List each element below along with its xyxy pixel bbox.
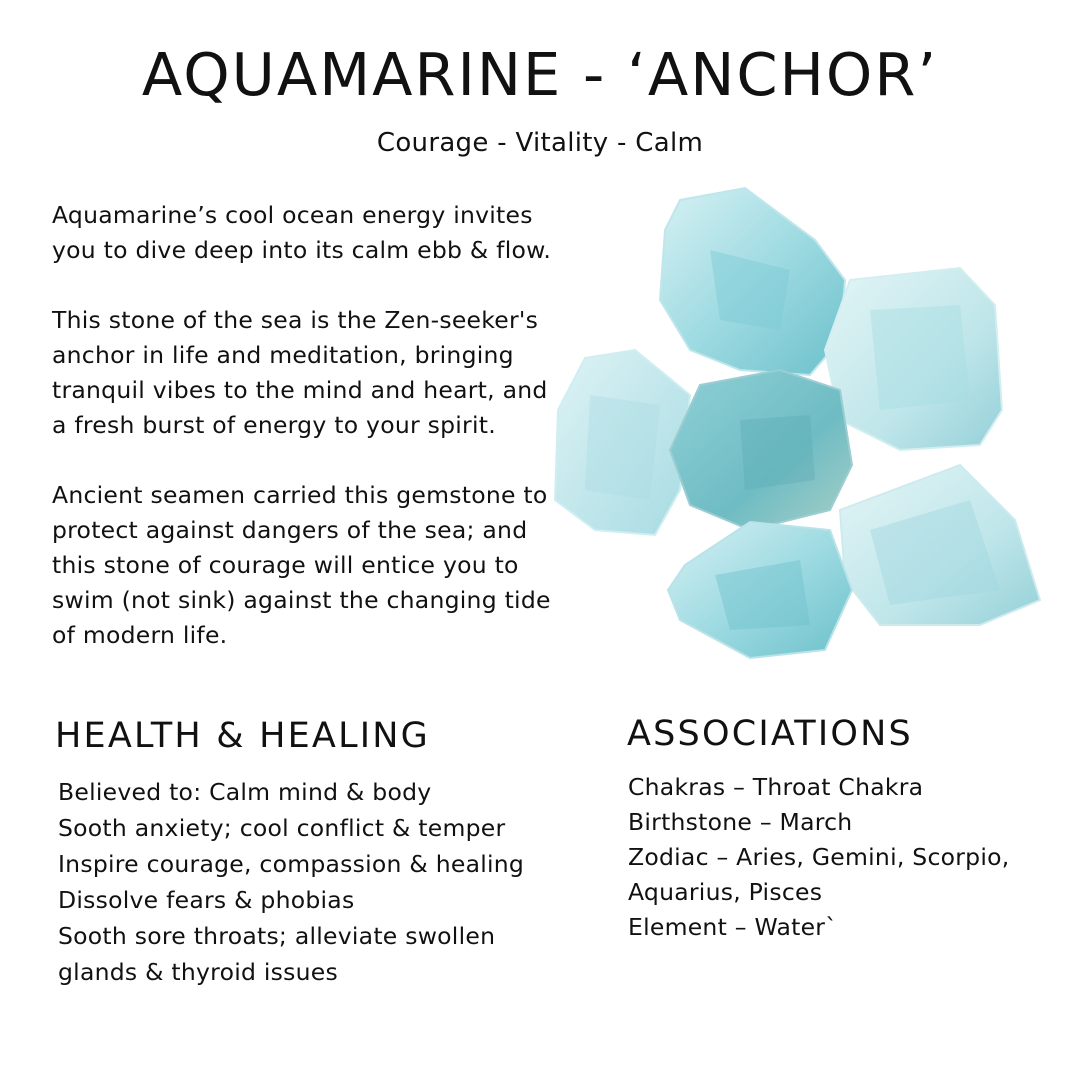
text-line: of modern life. xyxy=(52,621,228,649)
list-item: Element – Water` xyxy=(628,913,838,941)
list-item: Chakras – Throat Chakra xyxy=(628,773,924,801)
associations-list xyxy=(628,770,1009,945)
text-line: this stone of courage will entice you to xyxy=(52,551,519,579)
list-item: glands & thyroid issues xyxy=(58,958,338,986)
page-title: AQUAMARINE - ‘ANCHOR’ xyxy=(141,40,939,109)
text-line: you to dive deep into its calm ebb & flow. xyxy=(52,236,552,264)
list-item: Dissolve fears & phobias xyxy=(58,886,355,914)
intro-paragraph xyxy=(52,198,572,268)
text-line: Ancient seamen carried this gemstone to xyxy=(52,481,548,509)
associations-heading: ASSOCIATIONS xyxy=(627,714,913,754)
health-healing-list xyxy=(58,774,524,990)
list-item: Sooth anxiety; cool conflict & temper xyxy=(58,814,506,842)
text-line: swim (not sink) against the changing tide xyxy=(52,586,551,614)
stone-facet xyxy=(870,305,970,410)
list-item: Sooth sore throats; alleviate swollen xyxy=(58,922,496,950)
stone-facet xyxy=(740,415,815,490)
list-item: Believed to: Calm mind & body xyxy=(58,778,432,806)
page-subtitle: Courage - Vitality - Calm xyxy=(376,128,704,158)
text-line: Aquamarine’s cool ocean energy invites xyxy=(52,201,533,229)
text-line: anchor in life and meditation, bringing xyxy=(52,341,514,369)
list-item: Zodiac – Aries, Gemini, Scorpio, xyxy=(628,843,1010,871)
list-item: Aquarius, Pisces xyxy=(628,878,823,906)
intro-paragraph xyxy=(52,478,572,653)
aquamarine-stones-illustration xyxy=(540,180,1060,670)
intro-paragraph xyxy=(52,303,572,443)
text-line: This stone of the sea is the Zen-seeker's xyxy=(52,306,539,334)
list-item: Inspire courage, compassion & healing xyxy=(58,850,525,878)
intro-text xyxy=(52,198,572,688)
aquamarine-stones-image xyxy=(540,180,1060,670)
text-line: a fresh burst of energy to your spirit. xyxy=(52,411,496,439)
health-healing-heading: HEALTH & HEALING xyxy=(55,716,430,756)
stone-facet xyxy=(585,395,660,500)
text-line: protect against dangers of the sea; and xyxy=(52,516,528,544)
list-item: Birthstone – March xyxy=(628,808,853,836)
text-line: tranquil vibes to the mind and heart, and xyxy=(52,376,548,404)
